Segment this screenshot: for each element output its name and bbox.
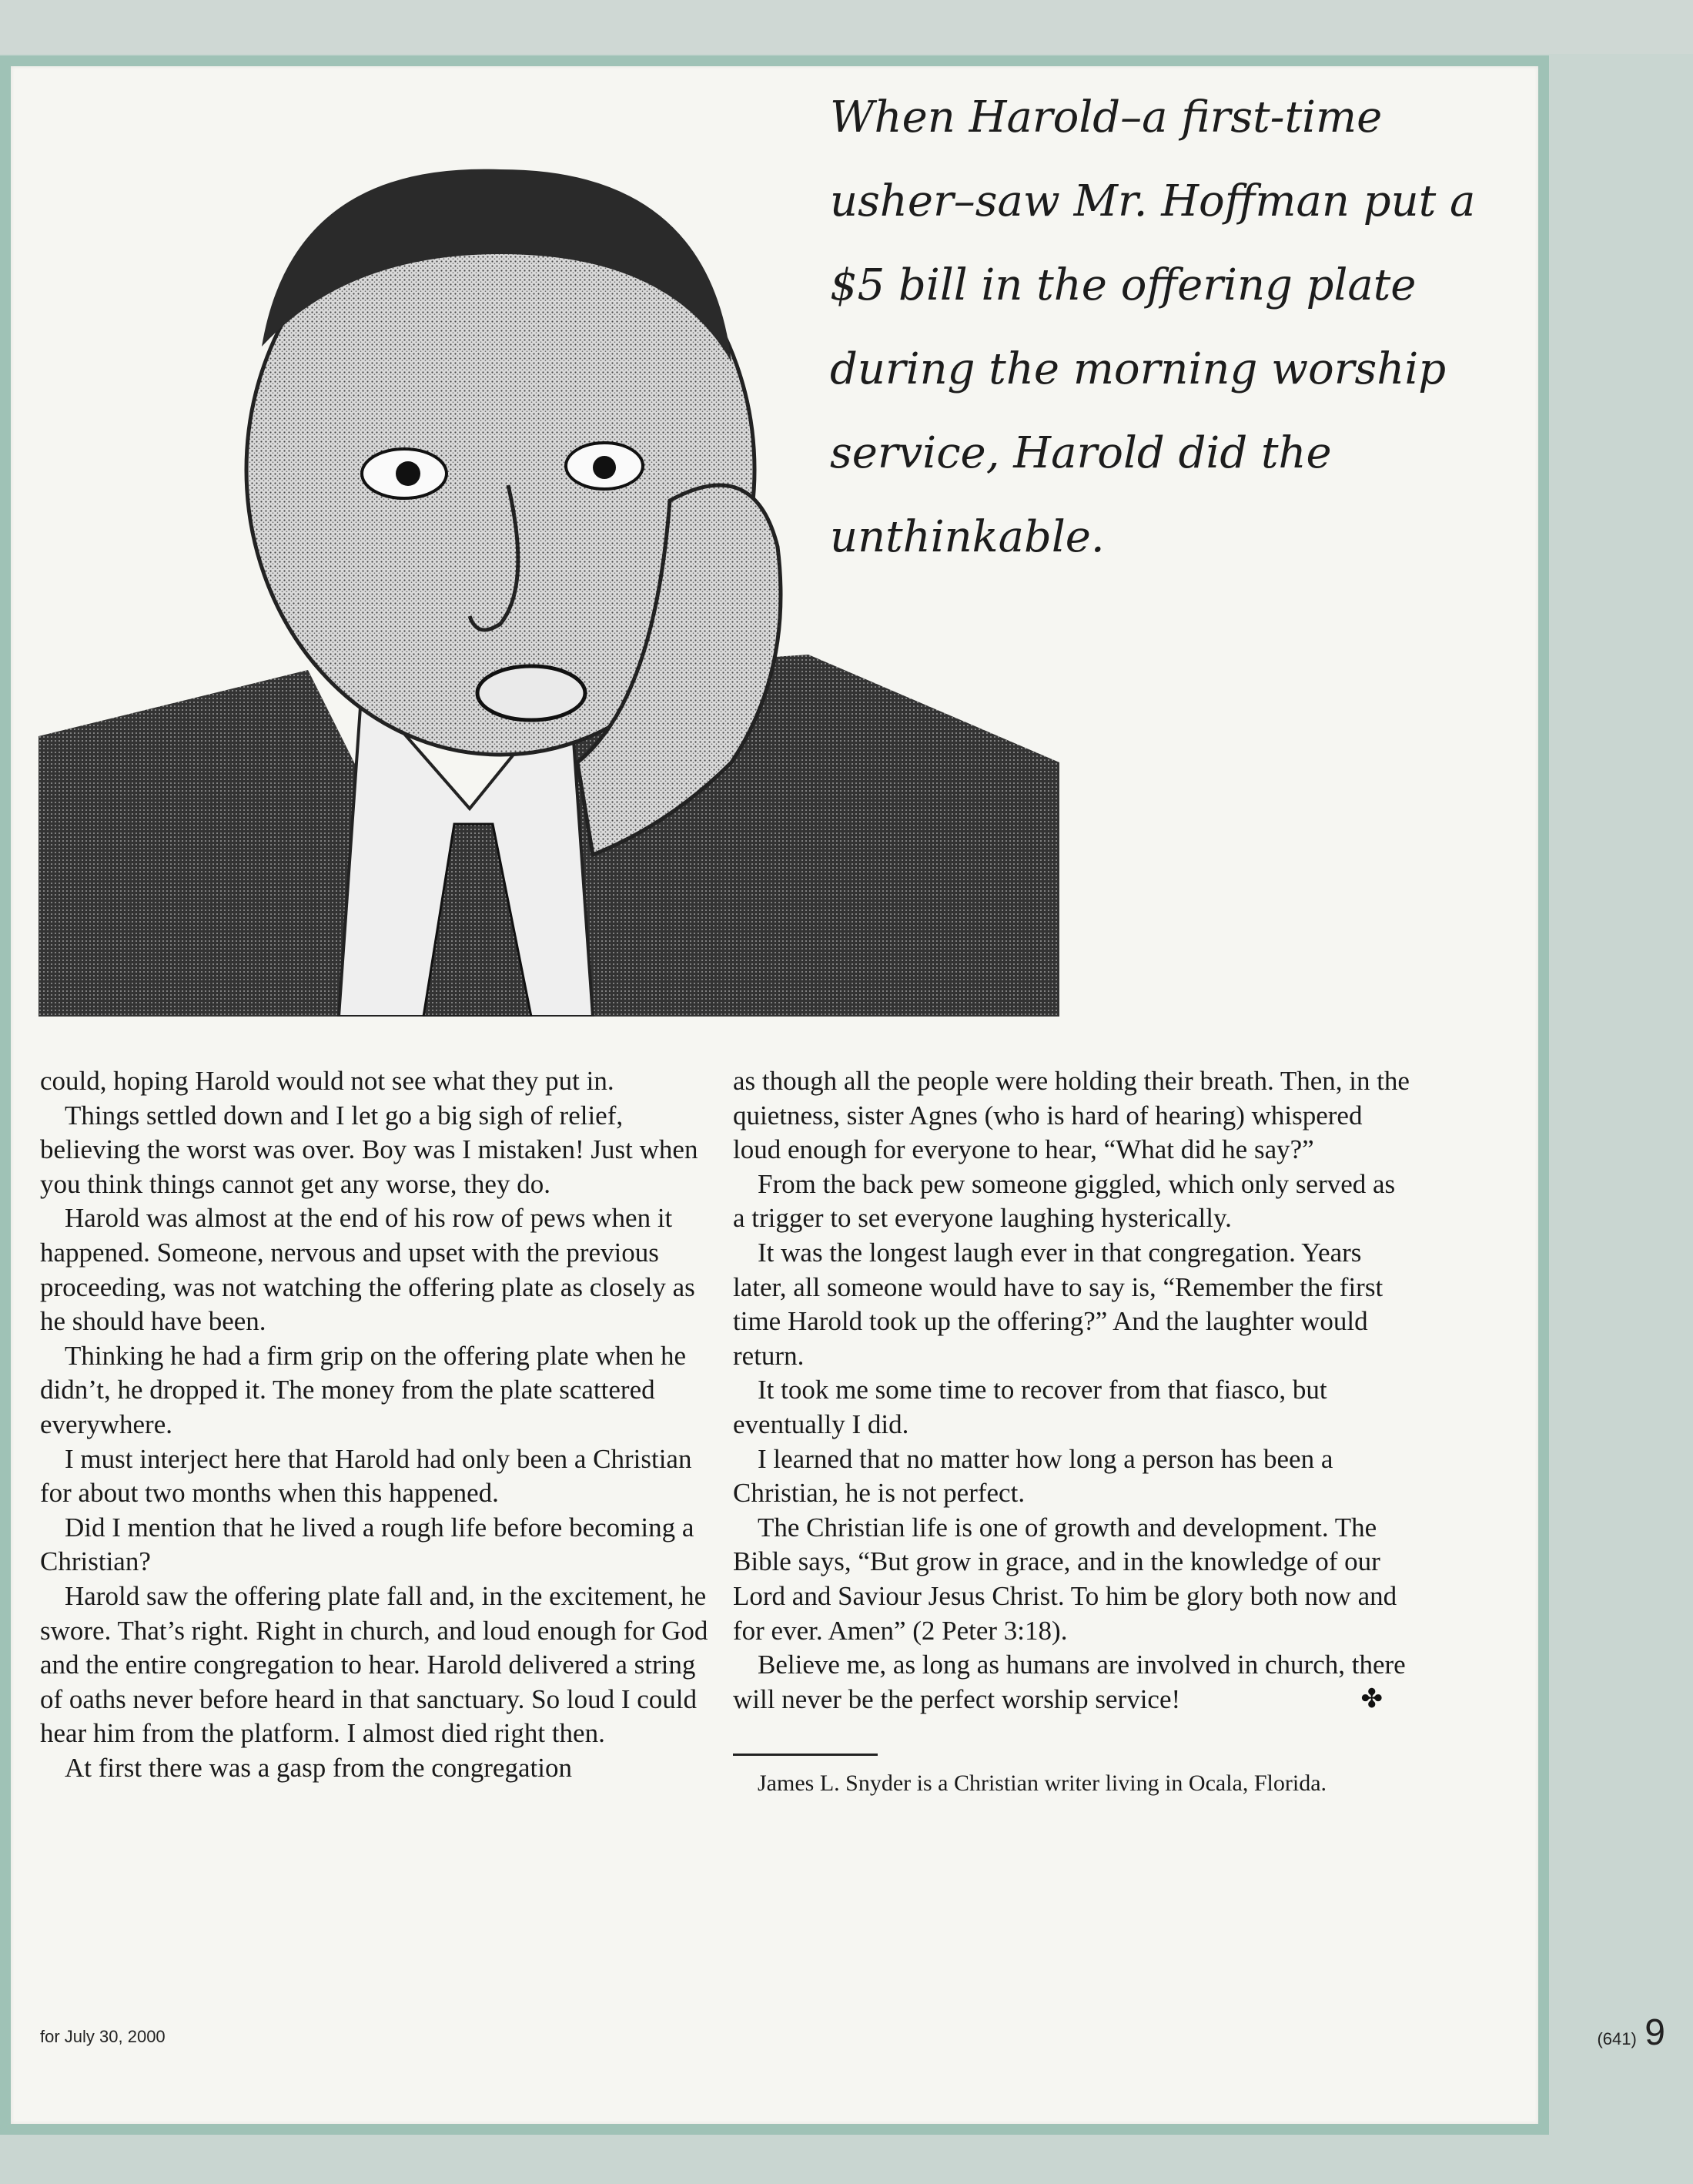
paragraph: Thinking he had a firm grip on the offering plate when he didn’t, he dropped it. The money from the plate scattered everywhere. [40, 1340, 687, 1439]
bio-divider [733, 1754, 878, 1756]
paragraph: could, hoping Harold would not see what they put in. [40, 1066, 614, 1096]
paragraph: It took me some time to recover from that fiasco, but eventually I did. [733, 1375, 1327, 1439]
paragraph: Did I mention that he lived a rough life before becoming a Christian? [40, 1512, 694, 1577]
paragraph: Harold saw the offering plate fall and, in the excitement, he swore. That’s right. Right in church, and loud enough for God and the entire congregation to hear. Harold delivered a string of oaths never before heard in that sanctuary. So loud I could hear him from the platform. I almost died right then. [40, 1580, 708, 1749]
pull-quote: When Harold–a first-time usher–saw Mr. Hoffman put a $5 bill in the offering plate during the morning worship service, Harold did the unthinkable. [830, 92, 1476, 562]
paragraph: From the back pew someone giggled, which only served as a trigger to set everyone laughing hysterically. [733, 1168, 1396, 1234]
folio [1597, 2011, 1665, 2054]
author-bio: James L. Snyder is a Christian writer living in Ocala, Florida. [758, 1770, 1327, 1797]
folio-code: (641) [1597, 2029, 1637, 2048]
article-column-right [733, 1064, 1410, 1799]
paragraph: It was the longest laugh ever in that congregation. Years later, all someone would have to say is, “Remember the first time Harold took up the offering?” And the laughter would return. [733, 1237, 1384, 1371]
paragraph: The Christian life is one of growth and development. The Bible says, “But grow in grace, and in the knowledge of our Lord and Saviour Jesus Christ. To him be glory both now and for ever. Amen” (2 Peter 3:18). [733, 1512, 1397, 1646]
paragraph-final [733, 1648, 1410, 1717]
paragraph-text: Believe me, as long as humans are involved in church, there will never be the perfect worship service! [733, 1650, 1406, 1714]
paragraph: Harold was almost at the end of his row of pews when it happened. Someone, nervous and upset with the previous proceeding, was not watching the offering plate as closely as he should have been. [40, 1203, 695, 1337]
paragraph: as though all the people were holding their breath. Then, in the quietness, sister Agnes (who is hard of hearing) whispered loud enough for everyone to hear, “What did he say?” [733, 1066, 1410, 1165]
paragraph: Things settled down and I let go a big sigh of relief, believing the worst was over. Boy was I mistaken! Just when you think things cannot get any worse, they do. [40, 1100, 698, 1199]
page-number: 9 [1644, 2012, 1665, 2053]
end-mark-icon: ✤ [1360, 1684, 1383, 1713]
scan-background [0, 0, 1693, 54]
article-column-left [40, 1064, 718, 1785]
issue-date: for July 30, 2000 [40, 2027, 166, 2046]
paragraph: At first there was a gasp from the congregation [65, 1752, 572, 1783]
paragraph: I must interject here that Harold had only been a Christian for about two months when this happened. [40, 1443, 692, 1509]
paragraph: I learned that no matter how long a person has been a Christian, he is not perfect. [733, 1443, 1333, 1509]
